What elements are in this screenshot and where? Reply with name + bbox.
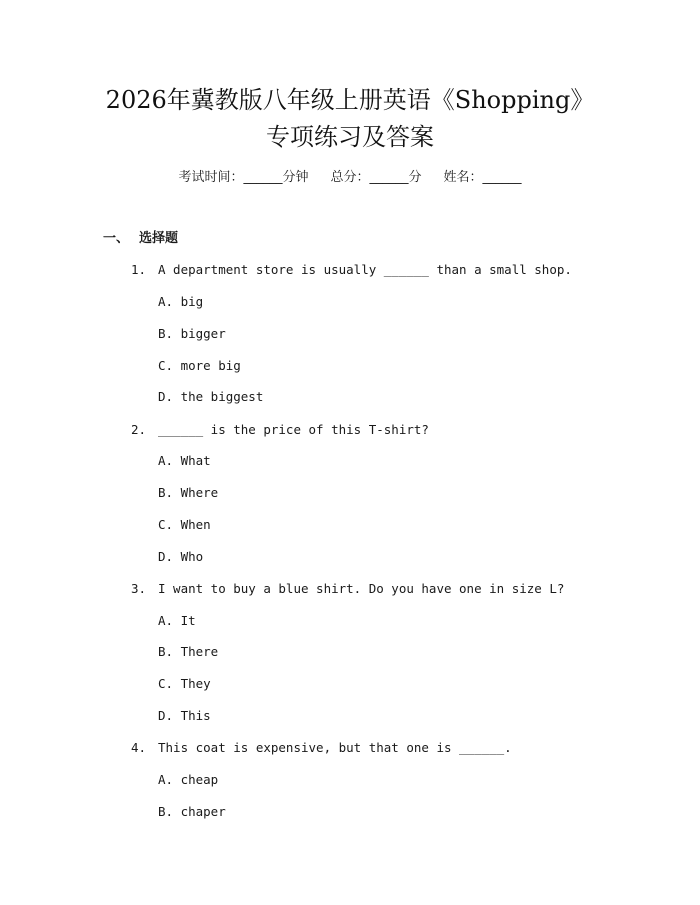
option-4a: A. cheap xyxy=(158,772,219,787)
question-text: I want to buy a blue shirt. Do you have one in size L? xyxy=(158,581,565,596)
question-number: 1. xyxy=(131,262,147,277)
question-number: 3. xyxy=(131,581,147,596)
question-text: ______ is the price of this T-shirt? xyxy=(158,422,429,437)
question-number: 2. xyxy=(131,422,147,437)
section-heading xyxy=(103,229,178,249)
student-name-field: 姓名：______ xyxy=(443,170,522,185)
option-2b: B. Where xyxy=(158,485,219,500)
question-3 xyxy=(131,579,564,599)
option-3c: C. They xyxy=(158,676,211,691)
question-2 xyxy=(131,420,429,440)
option-1a: A. big xyxy=(158,294,204,309)
exam-time-field: 考试时间：______分钟 xyxy=(178,170,309,185)
doc-title-line-2: 专项练习及答案 xyxy=(266,123,434,151)
option-2d: D. Who xyxy=(158,549,204,564)
section-title: 选择题 xyxy=(139,231,179,246)
option-3d: D. This xyxy=(158,708,211,723)
option-3b: B. There xyxy=(158,644,219,659)
option-1c: C. more big xyxy=(158,358,241,373)
option-1b: B. bigger xyxy=(158,326,226,341)
option-1d: D. the biggest xyxy=(158,389,264,404)
option-3a: A. It xyxy=(158,613,196,628)
question-number: 4. xyxy=(131,740,147,755)
option-2a: A. What xyxy=(158,453,211,468)
total-score-field: 总分：______分 xyxy=(330,170,422,185)
question-text: This coat is expensive, but that one is ______. xyxy=(158,740,512,755)
question-text: A department store is usually ______ than a small shop. xyxy=(158,262,572,277)
exam-meta-row xyxy=(0,168,700,188)
question-1 xyxy=(131,260,572,280)
option-4b: B. chaper xyxy=(158,804,226,819)
option-2c: C. When xyxy=(158,517,211,532)
doc-title-line-1: 2026年冀教版八年级上册英语《Shopping》 xyxy=(105,86,595,114)
section-number: 一、 xyxy=(103,231,130,246)
question-4 xyxy=(131,738,512,758)
